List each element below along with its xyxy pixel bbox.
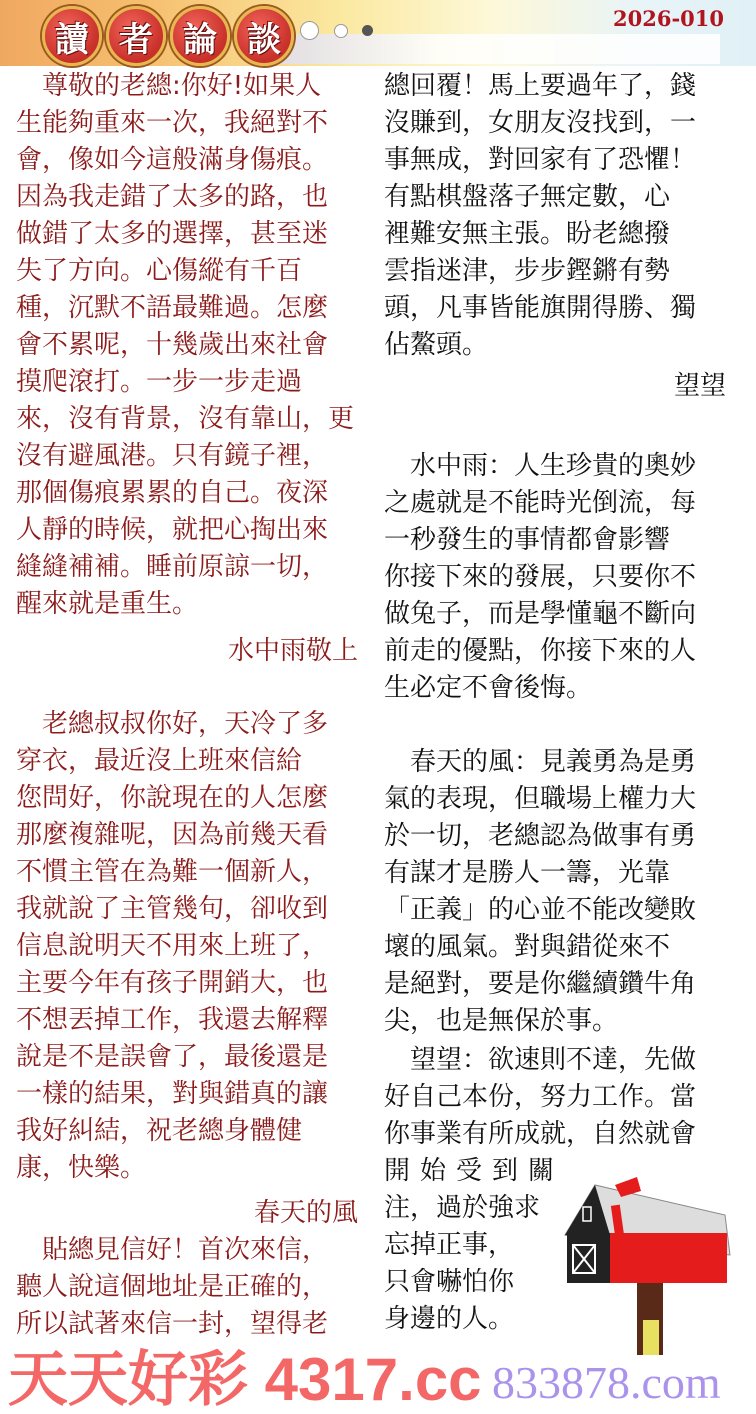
- letter-wangwang-continued: [384, 68, 726, 364]
- text-line: 氣的表現，但職場上權力大: [384, 784, 697, 814]
- column-banner: [0, 0, 756, 66]
- signature-text: 望望: [673, 371, 726, 401]
- watermark: 天天好彩 4317.cc: [8, 1346, 482, 1413]
- title-badge: 讀: [42, 6, 102, 66]
- text-line: 種，沉默不語最難過。怎麼: [16, 293, 329, 323]
- text-line: 那麼複雜呢，因為前幾天看: [16, 820, 329, 850]
- text-line: 生能夠重來一次，我絕對不: [16, 108, 329, 138]
- text-line: 因為我走錯了太多的路，也: [16, 182, 329, 212]
- text-line: 那個傷痕累累的自己。夜深: [16, 478, 329, 508]
- text-line: 好自己本份，努力工作。當: [384, 1082, 697, 1112]
- text-line: 水中雨：人生珍貴的奧妙: [410, 451, 697, 481]
- text-line: 尖，也是無保於事。: [384, 1006, 619, 1036]
- text-line: 雲指迷津，步步鏗鏘有勢: [384, 256, 671, 286]
- text-line: 裡難安無主張。盼老總撥: [384, 219, 671, 249]
- text-line: 康，快樂。: [16, 1153, 147, 1183]
- circle-icon: [362, 25, 373, 36]
- text-line: 「正義」的心並不能改變敗: [384, 895, 697, 925]
- text-line: 事無成，對回家有了恐懼！: [384, 145, 697, 175]
- text-line: 醒來就是重生。: [16, 589, 199, 619]
- signature-text: 春天的風: [253, 1198, 358, 1228]
- text-line: 尊敬的老總:你好!如果人: [42, 71, 322, 101]
- text-line: 前走的優點，你接下來的人: [384, 636, 697, 666]
- text-line: 生必定不會後悔。: [384, 673, 593, 703]
- text-line: 總回覆！馬上要過年了，錢: [384, 71, 697, 101]
- letter-wangwang: [16, 1232, 358, 1343]
- title-badge: 談: [234, 6, 294, 66]
- text-line: 信息說明天不用來上班了，: [16, 931, 329, 961]
- text-line: 我好糾結，祝老總身體健: [16, 1116, 303, 1146]
- text-line: 沒有避風港。只有鏡子裡，: [16, 441, 329, 471]
- text-line: 是絕對，要是你繼續鑽牛角: [384, 969, 697, 999]
- letter-spring-wind: [16, 706, 358, 1187]
- text-line: 穿衣，最近沒上班來信給: [16, 746, 303, 776]
- text-line: 佔鰲頭。: [384, 330, 489, 360]
- text-line: 人靜的時候，就把心掏出來: [16, 515, 329, 545]
- text-line: 於一切，老總認為做事有勇: [384, 821, 697, 851]
- text-line: 來，沒有背景，沒有靠山，更: [16, 404, 355, 434]
- signature: [384, 368, 726, 405]
- text-line: 說是不是誤會了，最後還是: [16, 1042, 329, 1072]
- text-line: 會不累呢，十幾歲出來社會: [16, 330, 329, 360]
- text-line: 貼總見信好！首次來信，: [42, 1235, 329, 1265]
- text-line: 不慣主管在為難一個新人，: [16, 857, 329, 887]
- text-line: 摸爬滾打。一步一步走過: [16, 367, 303, 397]
- text-line: 做錯了太多的選擇，甚至迷: [16, 219, 329, 249]
- signature-text: 水中雨敬上: [227, 636, 358, 666]
- text-line: 開始受到關: [384, 1156, 565, 1186]
- text-line: 你接下來的發展，只要你不: [384, 562, 697, 592]
- text-line: 不想丟掉工作，我還去解釋: [16, 1005, 329, 1035]
- text-line: 主要今年有孩子開銷大，也: [16, 968, 329, 998]
- mailbox-illustration: [555, 1175, 735, 1355]
- text-line: 做兔子，而是學懂龜不斷向: [384, 599, 697, 629]
- text-line: 壞的風氣。對與錯從來不: [384, 932, 671, 962]
- text-line: 有謀才是勝人一籌，光靠: [384, 858, 671, 888]
- title-badge: 者: [106, 6, 166, 66]
- text-line: 頭，凡事皆能旗開得勝、獨: [384, 293, 697, 323]
- text-line: 只會嚇怕你: [384, 1267, 515, 1297]
- text-line: 老總叔叔你好，天冷了多: [42, 709, 329, 739]
- text-line: 聽人說這個地址是正確的，: [16, 1272, 329, 1302]
- text-line: 一秒發生的事情都會影響: [384, 525, 671, 555]
- reply-water-rain: [384, 448, 726, 707]
- text-line: 會，像如今這般滿身傷痕。: [16, 145, 329, 175]
- text-line: 縫縫補補。睡前原諒一切，: [16, 552, 329, 582]
- text-line: 所以試著來信一封，望得老: [16, 1309, 329, 1339]
- text-line: 您問好，你說現在的人怎麼: [16, 783, 329, 813]
- text-line: 望望：欲速則不達，先做: [410, 1045, 697, 1075]
- watermark: 833878.com: [492, 1357, 721, 1408]
- letter-water-rain: [16, 68, 358, 623]
- text-line: 春天的風：見義勇為是勇: [410, 747, 697, 777]
- issue-number: 2026-010: [613, 6, 724, 31]
- text-line: 你事業有所成就，自然就會: [384, 1119, 697, 1149]
- signature: [16, 633, 358, 670]
- text-line: 我就說了主管幾句，卻收到: [16, 894, 329, 924]
- signature: [16, 1195, 358, 1232]
- text-line: 注，過於強求: [384, 1193, 541, 1223]
- text-line: 之處就是不能時光倒流，每: [384, 488, 697, 518]
- text-line: 一樣的結果，對與錯真的讓: [16, 1079, 329, 1109]
- text-line: 失了方向。心傷縱有千百: [16, 256, 303, 286]
- text-line: 身邊的人。: [384, 1304, 515, 1334]
- banner-decoration: [250, 34, 720, 64]
- circle-icon: [334, 24, 348, 38]
- text-line: 忘掉正事，: [384, 1230, 515, 1260]
- text-line: 有點棋盤落子無定數，心: [384, 182, 671, 212]
- title-badge: 論: [170, 6, 230, 66]
- circle-icon: [300, 21, 319, 40]
- reply-spring-wind: [384, 744, 726, 1040]
- text-line: 沒賺到，女朋友沒找到，一: [384, 108, 697, 138]
